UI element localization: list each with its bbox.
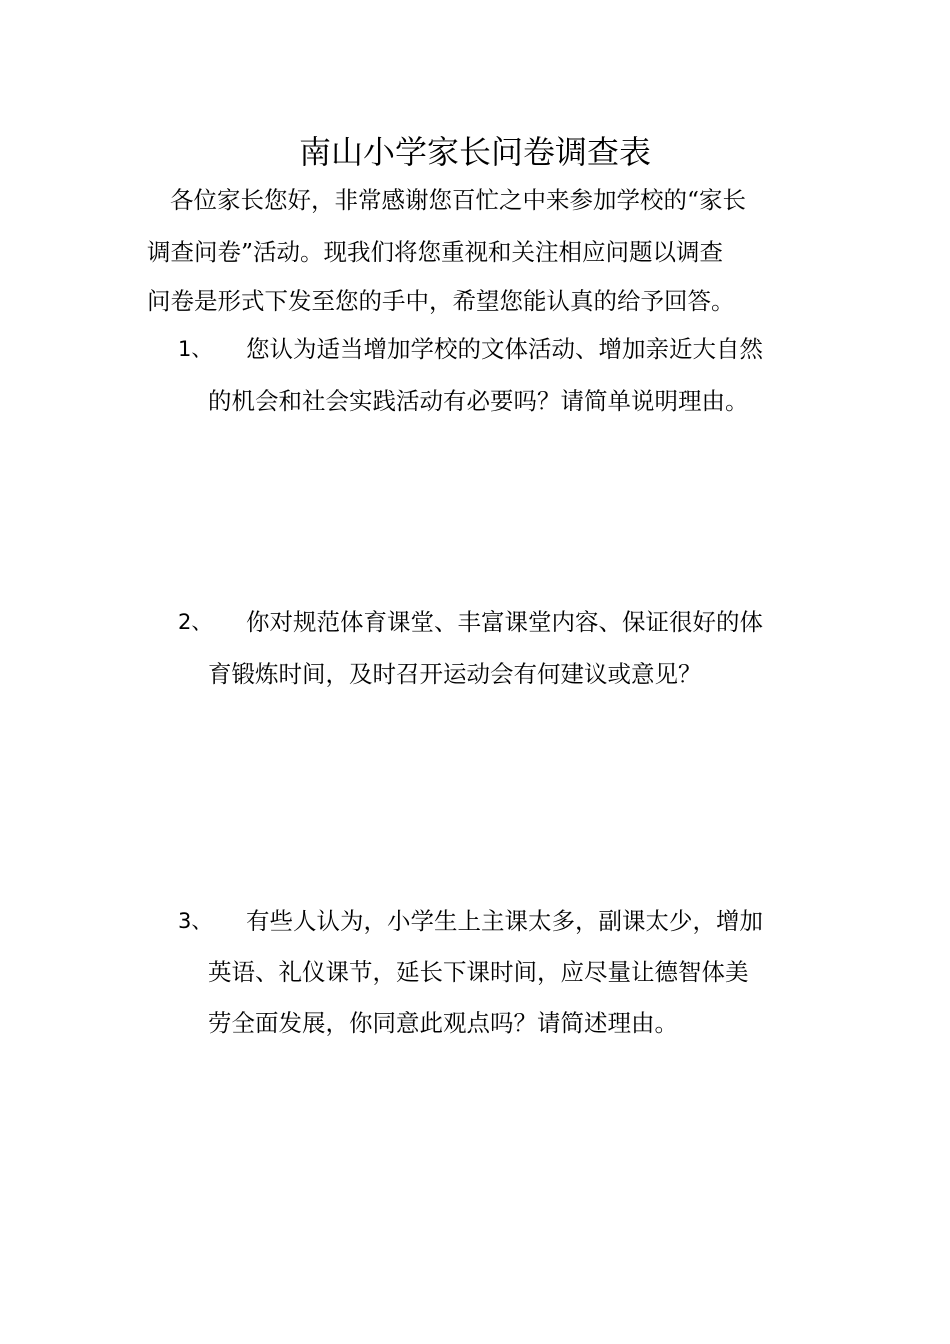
intro-line: 调查问卷”活动。现我们将您重视和关注相应问题以调查 (147, 238, 724, 266)
question-text-line: 您认为适当增加学校的文体活动、增加亲近大自然 (246, 335, 763, 363)
question-number: 2、 (178, 610, 213, 634)
intro-line: 各位家长您好，非常感谢您百忙之中来参加学校的“家长 (170, 186, 747, 214)
question-text-line: 的机会和社会实践活动有必要吗？请简单说明理由。 (208, 387, 749, 415)
intro-line: 问卷是形式下发至您的手中，希望您能认真的给予回答。 (147, 287, 735, 315)
question-number: 3、 (178, 909, 213, 933)
page-title: 南山小学家长问卷调查表 (298, 133, 651, 171)
question-text-line: 劳全面发展，你同意此观点吗？请简述理由。 (208, 1009, 678, 1037)
question-text-line: 有些人认为，小学生上主课太多，副课太少，增加 (246, 907, 763, 935)
question-text-line: 你对规范体育课堂、丰富课堂内容、保证很好的体 (246, 608, 763, 636)
question-number: 1、 (178, 337, 213, 361)
question-text-line: 英语、礼仪课节，延长下课时间，应尽量让德智体美 (208, 958, 749, 986)
question-text-line: 育锻炼时间，及时召开运动会有何建议或意见？ (208, 660, 702, 688)
